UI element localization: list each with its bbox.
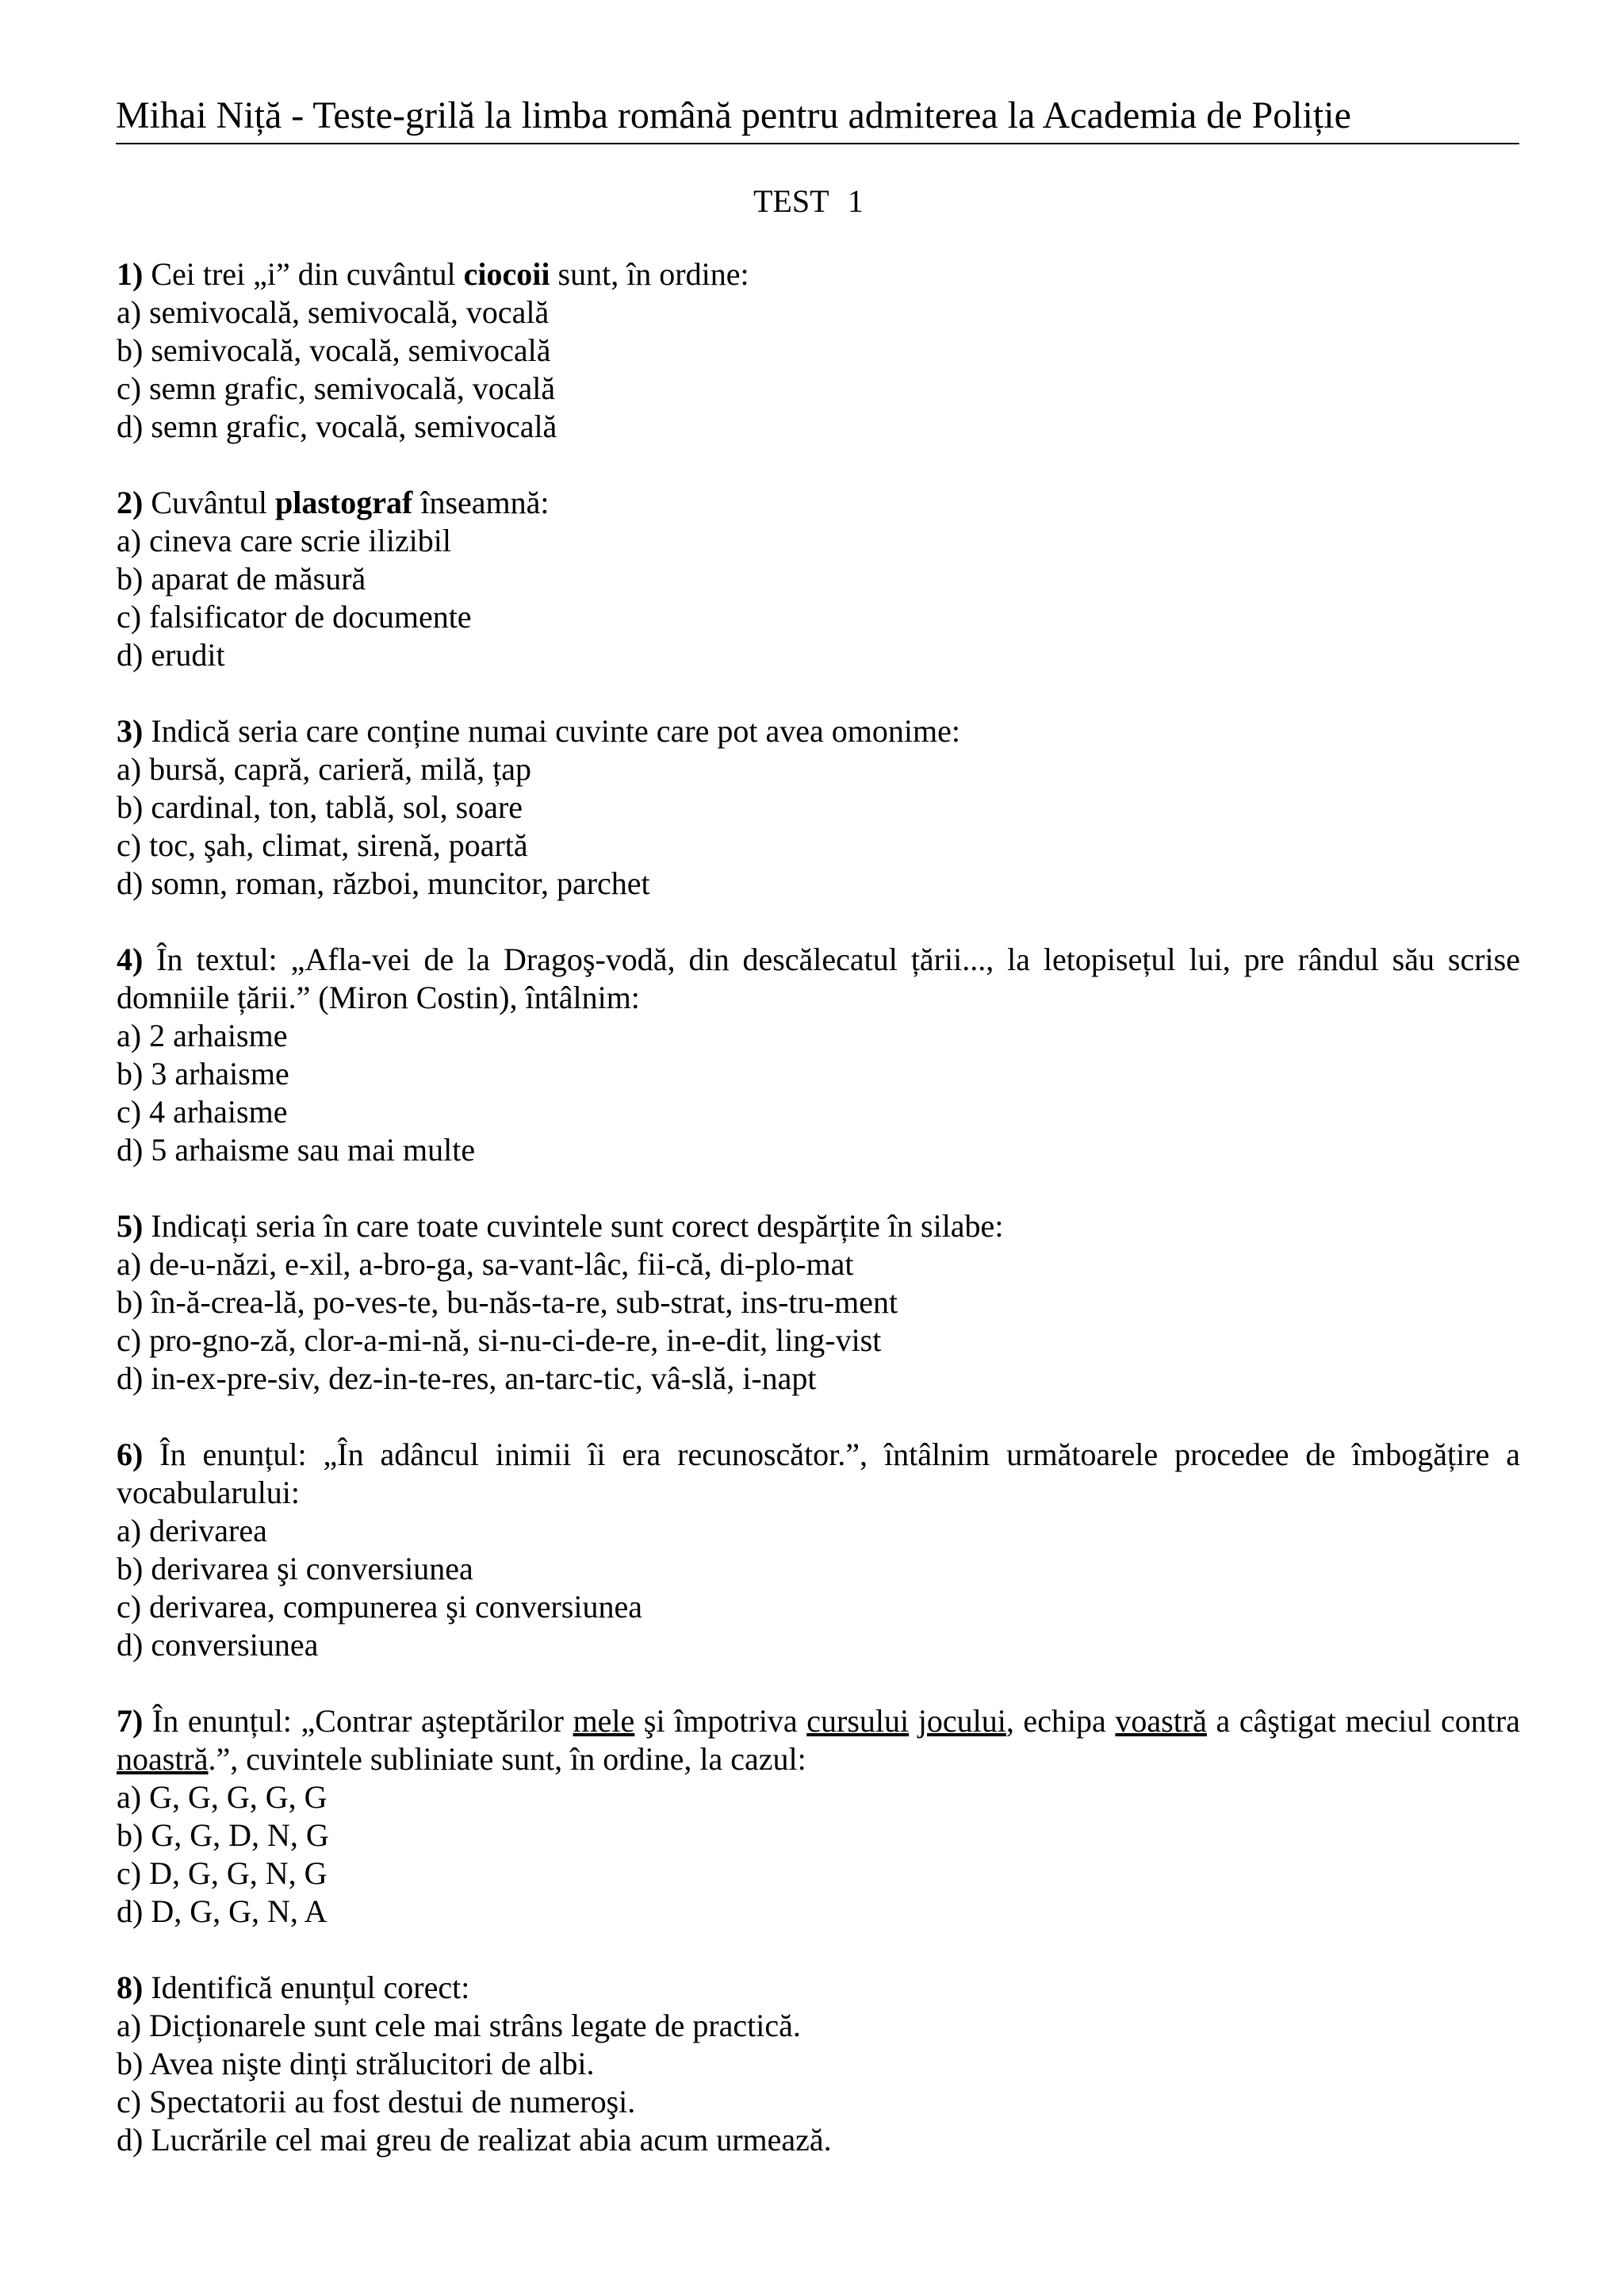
keyword: ciocoii: [463, 256, 550, 292]
questions-list: [117, 255, 1520, 2197]
question-number: 5): [117, 1208, 144, 1244]
option-a: a) cineva care scrie ilizibil: [117, 523, 451, 558]
option-d: d) conversiunea: [117, 1627, 319, 1663]
option-b: b) 3 arhaisme: [117, 1056, 289, 1091]
option-b: b) Avea nişte dinți strălucitori de albi.: [117, 2046, 595, 2081]
page-header: Mihai Niță - Teste-grilă la limba română pentru admiterea la Academia de Poliție: [116, 90, 1519, 144]
question-8-text: 8) Identifică enunțul corect:: [117, 1970, 470, 2005]
option-a: a) 2 arhaisme: [117, 1018, 288, 1053]
question-8: [117, 1969, 1520, 2159]
question-4-text: 4) În textul: „Afla-vei de la Dragoş-vodă, din descălecatul țării..., la letopisețul lui, pre rândul său scrise domniile țării.” (Miron Costin), întâlnim:: [117, 942, 1520, 1015]
option-a: a) derivarea: [117, 1513, 267, 1548]
option-d: d) Lucrările cel mai greu de realizat abia acum urmează.: [117, 2122, 832, 2158]
keyword: plastograf: [275, 485, 413, 520]
option-c: c) pro-gno-ză, clor-a-mi-nă, si-nu-ci-de-re, in-e-dit, ling-vist: [117, 1322, 882, 1358]
question-7: [117, 1702, 1520, 1931]
question-2: [117, 484, 1520, 674]
question-4: [117, 941, 1520, 1169]
question-3: [117, 712, 1520, 903]
underlined-word: mele: [573, 1703, 635, 1739]
option-a: a) semivocală, semivocală, vocală: [117, 294, 550, 330]
option-a: a) bursă, capră, carieră, milă, țap: [117, 751, 532, 787]
option-c: c) D, G, G, N, G: [117, 1855, 327, 1891]
question-number: 3): [117, 713, 144, 749]
option-b: b) semivocală, vocală, semivocală: [117, 332, 551, 368]
question-1-text: 1) Cei trei „i” din cuvântul ciocoii sunt, în ordine:: [117, 256, 749, 292]
question-2-text: 2) Cuvântul plastograf înseamnă:: [117, 485, 550, 520]
question-7-text: 7) În enunțul: „Contrar aşteptărilor mele şi împotriva cursului jocului, echipa voastră a câştigat meciul contra noastră.”, cuvintele subliniate sunt, în ordine, la cazul:: [117, 1703, 1520, 1777]
question-1: [117, 255, 1520, 446]
underlined-word: jocului: [917, 1703, 1006, 1739]
question-5: [117, 1207, 1520, 1398]
option-c: c) derivarea, compunerea şi conversiunea: [117, 1589, 642, 1624]
test-title: TEST 1: [753, 183, 864, 219]
question-5-text: 5) Indicați seria în care toate cuvintele sunt corect despărțite în silabe:: [117, 1208, 1004, 1244]
option-d: d) erudit: [117, 637, 225, 673]
option-b: b) G, G, D, N, G: [117, 1817, 329, 1853]
option-d: d) semn grafic, vocală, semivocală: [117, 409, 557, 444]
option-b: b) derivarea şi conversiunea: [117, 1551, 473, 1586]
question-number: 1): [117, 256, 144, 292]
option-b: b) aparat de măsură: [117, 561, 366, 596]
option-c: c) falsificator de documente: [117, 599, 472, 635]
underlined-word: voastră: [1115, 1703, 1207, 1739]
question-number: 6): [117, 1437, 144, 1472]
option-d: d) somn, roman, război, muncitor, parchet: [117, 865, 650, 901]
option-a: a) G, G, G, G, G: [117, 1779, 327, 1815]
option-d: d) in-ex-pre-siv, dez-in-te-res, an-tarc-tic, vâ-slă, i-napt: [117, 1360, 817, 1396]
option-c: c) toc, şah, climat, sirenă, poartă: [117, 827, 528, 863]
question-number: 8): [117, 1970, 144, 2005]
question-6-text: 6) În enunțul: „În adâncul inimii îi era recunoscător.”, întâlnim următoarele procedee de îmbogățire a vocabularului:: [117, 1437, 1520, 1510]
question-6: [117, 1436, 1520, 1664]
question-number: 4): [117, 942, 144, 977]
option-d: d) D, G, G, N, A: [117, 1893, 327, 1929]
underlined-word: cursului: [806, 1703, 910, 1739]
question-number: 2): [117, 485, 144, 520]
option-b: b) cardinal, ton, tablă, sol, soare: [117, 789, 523, 825]
option-c: c) 4 arhaisme: [117, 1094, 288, 1130]
underlined-word: noastră: [117, 1741, 209, 1777]
question-3-text: 3) Indică seria care conține numai cuvinte care pot avea omonime:: [117, 713, 960, 749]
option-a: a) de-u-năzi, e-xil, a-bro-ga, sa-vant-lâc, fii-că, di-plo-mat: [117, 1246, 854, 1282]
option-b: b) în-ă-crea-lă, po-ves-te, bu-năs-ta-re, sub-strat, ins-tru-ment: [117, 1284, 898, 1320]
option-c: c) Spectatorii au fost destui de numeroşi.: [117, 2084, 636, 2119]
option-d: d) 5 arhaisme sau mai multe: [117, 1132, 476, 1168]
option-a: a) Dicționarele sunt cele mai strâns legate de practică.: [117, 2008, 801, 2043]
option-c: c) semn grafic, semivocală, vocală: [117, 370, 556, 406]
question-number: 7): [117, 1703, 144, 1739]
